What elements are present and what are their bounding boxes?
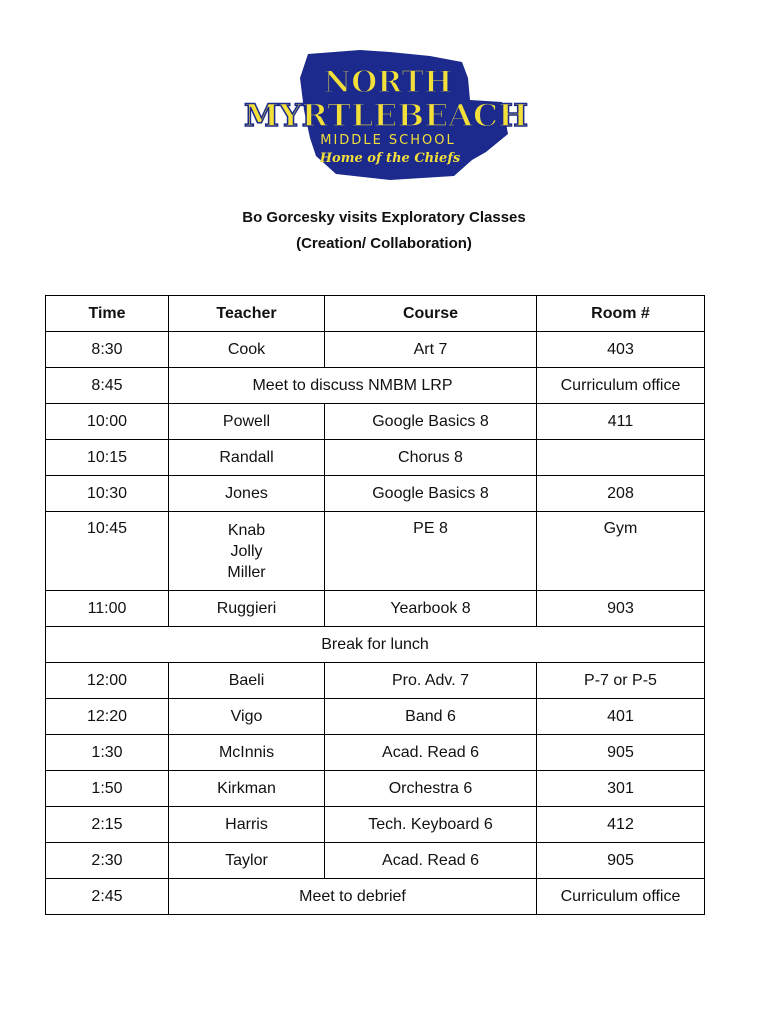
cell-time: 1:30 [46, 735, 169, 771]
cell-teacher: Taylor [169, 843, 325, 879]
cell-room: 903 [537, 591, 705, 627]
table-row [46, 735, 705, 771]
cell-room [537, 440, 705, 476]
table-row [46, 879, 705, 915]
cell-room: 412 [537, 807, 705, 843]
cell-teacher: McInnis [169, 735, 325, 771]
cell-room: 301 [537, 771, 705, 807]
cell-teacher: Jones [169, 476, 325, 512]
logo-text-myrtlebeach: MYRTLEBEACH [244, 98, 528, 134]
table-row [46, 807, 705, 843]
cell-time: 10:30 [46, 476, 169, 512]
cell-teacher [169, 512, 325, 591]
cell-time: 12:20 [46, 699, 169, 735]
cell-course: Band 6 [325, 699, 537, 735]
cell-course: Orchestra 6 [325, 771, 537, 807]
document-subtitle: (Creation/ Collaboration) [296, 235, 472, 252]
cell-teacher: Ruggieri [169, 591, 325, 627]
cell-time: 2:45 [46, 879, 169, 915]
cell-time: 8:45 [46, 368, 169, 404]
cell-course: Chorus 8 [325, 440, 537, 476]
cell-time: 10:15 [46, 440, 169, 476]
logo-text-north: NORTH [323, 65, 453, 100]
header-room: Room # [537, 296, 705, 332]
cell-room: 905 [537, 843, 705, 879]
cell-room: 401 [537, 699, 705, 735]
header-course: Course [325, 296, 537, 332]
cell-room: 403 [537, 332, 705, 368]
cell-teacher: Powell [169, 404, 325, 440]
cell-time: 12:00 [46, 663, 169, 699]
table-row [46, 843, 705, 879]
cell-course: PE 8 [325, 512, 537, 591]
teacher-name: Miller [227, 564, 266, 581]
cell-teacher: Harris [169, 807, 325, 843]
logo-text-tagline: Home of the Chiefs [319, 151, 461, 166]
cell-room: Gym [537, 512, 705, 591]
cell-time: 11:00 [46, 591, 169, 627]
document-heading [0, 205, 768, 257]
header-time: Time [46, 296, 169, 332]
table-row [46, 332, 705, 368]
cell-course: Pro. Adv. 7 [325, 663, 537, 699]
cell-course: Yearbook 8 [325, 591, 537, 627]
cell-time: 1:50 [46, 771, 169, 807]
school-logo-graphic [240, 48, 532, 184]
cell-teacher: Kirkman [169, 771, 325, 807]
table-row [46, 368, 705, 404]
school-logo [240, 48, 532, 184]
table-row [46, 404, 705, 440]
cell-teacher: Randall [169, 440, 325, 476]
cell-course: Tech. Keyboard 6 [325, 807, 537, 843]
cell-time: 10:00 [46, 404, 169, 440]
cell-course: Google Basics 8 [325, 476, 537, 512]
document-title: Bo Gorcesky visits Exploratory Classes [242, 209, 526, 226]
cell-course: Art 7 [325, 332, 537, 368]
logo-text-middle-school: MIDDLE SCHOOL [320, 133, 456, 148]
cell-time: 10:45 [46, 512, 169, 591]
cell-room: 208 [537, 476, 705, 512]
table-row [46, 699, 705, 735]
header-teacher: Teacher [169, 296, 325, 332]
table-row [46, 663, 705, 699]
table-row [46, 771, 705, 807]
cell-room: 411 [537, 404, 705, 440]
cell-time: 8:30 [46, 332, 169, 368]
schedule-table [45, 295, 705, 915]
cell-room: 905 [537, 735, 705, 771]
cell-activity: Meet to debrief [169, 879, 537, 915]
cell-teacher: Vigo [169, 699, 325, 735]
table-header-row [46, 296, 705, 332]
table-row [46, 476, 705, 512]
teacher-name: Jolly [230, 543, 263, 560]
cell-time: 2:15 [46, 807, 169, 843]
cell-course: Google Basics 8 [325, 404, 537, 440]
cell-break: Break for lunch [46, 627, 705, 663]
cell-time: 2:30 [46, 843, 169, 879]
cell-teacher: Baeli [169, 663, 325, 699]
cell-teacher: Cook [169, 332, 325, 368]
cell-course: Acad. Read 6 [325, 735, 537, 771]
cell-activity: Meet to discuss NMBM LRP [169, 368, 537, 404]
cell-room: P-7 or P-5 [537, 663, 705, 699]
cell-room: Curriculum office [537, 368, 705, 404]
teacher-name: Knab [227, 522, 266, 539]
cell-room: Curriculum office [537, 879, 705, 915]
table-row [46, 512, 705, 591]
table-row [46, 440, 705, 476]
table-row [46, 591, 705, 627]
table-row-break [46, 627, 705, 663]
cell-course: Acad. Read 6 [325, 843, 537, 879]
